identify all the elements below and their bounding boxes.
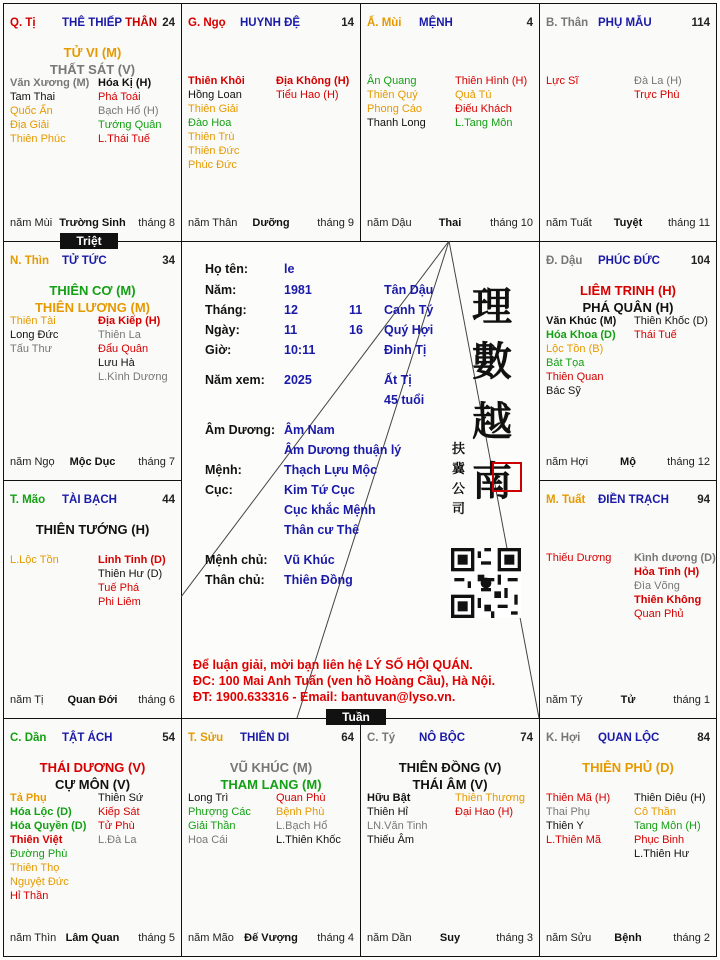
star-right: L.Kình Dương [98,371,168,383]
palace-header [10,494,175,510]
star-left: Thiên Mã (H) [546,792,611,804]
palace-footer [10,456,175,470]
main-star: VŨ KHÚC (M) [229,760,313,775]
star-right: Bệnh Phù [276,806,325,818]
palace-branch: Đ. Dậu [546,255,583,267]
star-right: Tướng Quân [98,119,162,131]
star-left: Thai Phụ [546,806,591,818]
palace-branch: T. Sửu [188,732,224,744]
star-right: Thiên Sứ [98,792,144,804]
palace-header [546,17,710,33]
palace-stage: Mộc Dục [69,456,116,468]
palace-footer [546,932,710,946]
palace-branch: C. Dần [10,732,47,744]
palace-name: THIÊN DI [240,732,290,744]
star-left: Bác Sỹ [546,385,581,397]
palace-age: 94 [697,494,710,506]
palace-footer [10,694,175,708]
value-thang-can: Canh Tý [384,303,434,317]
palace-dan [3,718,182,957]
palace-footer [10,217,175,231]
label-than-chu: Thân chủ: [205,573,265,587]
star-right: Phá Toái [98,91,141,103]
palace-month: tháng 7 [138,456,175,468]
logo-side-text: 扶 冀 公 司 [452,442,466,517]
palace-hoi [539,718,717,957]
star-left: Thiên Y [546,820,584,832]
star-right: Thiên Hư (D) [98,568,163,580]
value-menh: Thạch Lựu Mộc [284,463,378,477]
palace-age: 64 [341,732,354,744]
logo-char-2: 數 [472,338,512,385]
star-right: Đại Hao (H) [455,806,514,818]
value-tuoi: 45 tuổi [384,393,425,407]
palace-month: tháng 10 [490,217,533,229]
palace-ty [3,3,182,242]
label-menh-chu: Mệnh chủ: [205,553,268,567]
palace-name: QUAN LỘC [598,732,660,744]
palace-branch: C. Tý [367,732,396,744]
main-star: THÁI ÂM (V) [412,777,488,792]
palace-header [10,17,175,33]
main-stars [4,521,181,538]
main-star: CỰ MÔN (V) [54,777,131,792]
palace-month: tháng 1 [673,694,710,706]
star-left: Thiên Quý [367,89,418,101]
star-right: Tang Môn (H) [634,820,701,832]
label-nam-xem: Năm xem: [205,373,265,387]
star-left: Giải Thần [188,820,236,832]
palace-age: 34 [162,255,175,267]
palace-branch: K. Hợi [546,732,581,744]
star-right: Bạch Hổ (H) [98,105,159,117]
star-left: Nguyệt Đức [10,876,69,888]
star-right: Quả Tú [455,89,492,101]
main-star: THẤT SÁT (V) [49,62,136,77]
value-nam-xem-can: Ất Tị [384,373,412,387]
star-left: Hữu Bật [367,792,411,804]
star-right: Đìa Võng [634,580,680,592]
label-cuc: Cục: [205,483,233,497]
main-stars [361,759,539,793]
star-right: L.Bạch Hổ [276,820,328,832]
palace-age: 14 [341,17,354,29]
main-star: TỬ VI (M) [63,45,122,60]
star-left: Long Đức [10,329,59,341]
star-left: LN.Văn Tinh [367,820,428,832]
palace-stage: Mộ [620,456,636,468]
palace-year: năm Hợi [546,456,589,468]
palace-stage: Thai [438,217,462,229]
tuan-tag: Tuần [326,709,386,725]
star-left: Thiếu Dương [546,552,612,564]
palace-month: tháng 2 [673,932,710,944]
palace-branch: B. Thân [546,17,589,29]
palace-ngo [181,3,361,242]
value-cuc-3: Thân cư Thê [284,523,360,537]
value-ho-ten: le [284,262,295,276]
star-right: Quan Phù [276,792,326,804]
star-left: Bát Tọa [546,357,585,369]
main-star: THIÊN PHỦ (D) [582,760,674,775]
value-nam-xem: 2025 [284,373,312,387]
palace-month: tháng 4 [317,932,354,944]
logo-seal [492,462,522,492]
label-ho-ten: Họ tên: [205,262,249,276]
palace-footer [546,217,710,231]
star-right: L.Tang Môn [455,117,513,129]
palace-age: 114 [691,17,710,29]
palace-stage: Đế Vượng [244,932,298,944]
palace-month: tháng 9 [317,217,354,229]
star-left: Thiên Giải [188,103,239,115]
palace-age: 44 [162,494,175,506]
palace-name: TỬ TỨC [62,255,107,267]
palace-month: tháng 5 [138,932,175,944]
star-left: Phong Cáo [367,103,423,115]
palace-mao [3,480,182,719]
palace-age: 24 [162,17,175,29]
main-stars [4,759,181,793]
star-right: Hỏa Tinh (H) [634,566,700,578]
contact-line-1: Để luận giải, mời bạn liên hệ LÝ SỐ HỘI QUÁN. [193,658,473,672]
star-left: Hóa Lộc (D) [10,806,72,818]
star-right: Thiên Hình (H) [455,75,528,87]
star-left: Tả Phụ [10,792,47,804]
palace-footer [10,932,175,946]
palace-header [367,732,533,748]
palace-age: 54 [162,732,175,744]
star-left: Thiên Thọ [10,862,60,874]
palace-stage: Bệnh [614,932,642,944]
palace-footer [546,694,710,708]
label-menh: Mệnh: [205,463,242,477]
palace-month: tháng 3 [496,932,533,944]
star-right: Thiên La [98,329,141,341]
star-right: L.Thiên Khốc [276,834,341,846]
label-thang: Tháng: [205,303,247,317]
palace-mui [360,3,540,242]
palace-name: NÔ BỘC [419,732,465,744]
star-left: Hóa Khoa (D) [546,329,616,341]
star-left: L.Lộc Tồn [10,554,59,566]
star-left: Long Trì [188,792,229,804]
label-ngay: Ngày: [205,323,240,337]
star-left: Thiên Việt [10,834,63,846]
palace-year: năm Tý [546,694,583,706]
value-cuc-2: Cục khắc Mệnh [284,503,376,517]
main-stars [4,44,181,78]
main-star: LIÊM TRINH (H) [579,283,677,298]
star-left: Quốc Ấn [10,105,53,117]
palace-year: năm Ngọ [10,456,55,468]
star-left: L.Thiên Mã [546,834,602,846]
palace-name: TÀI BẠCH [62,494,117,506]
value-thang: 12 [284,303,298,317]
star-left: Văn Khúc (M) [546,315,617,327]
value-menh-chu: Vũ Khúc [284,553,335,567]
star-right: Đẩu Quân [98,343,149,355]
star-right: Quan Phủ [634,608,684,620]
star-left: Thiên Hỉ [367,806,408,818]
main-stars [540,759,716,776]
palace-header [188,17,354,33]
value-gio: 10:11 [284,343,316,357]
palace-year: năm Tuất [546,217,592,229]
palace-stage: Lâm Quan [65,932,120,944]
palace-than [539,3,717,242]
value-gio-can: Đinh Tị [384,343,427,357]
star-left: Lộc Tồn (B) [546,343,604,355]
star-left: Thiên Đức [188,145,240,157]
star-right: Thái Tuế [634,329,677,341]
palace-age: 104 [690,255,710,267]
main-star: THIÊN TƯỚNG (H) [35,522,150,537]
palace-name: TẬT ÁCH [62,732,113,744]
label-gio: Giờ: [205,343,232,357]
label-nam: Năm: [205,283,237,297]
palace-footer [367,932,533,946]
palace-thin [3,241,182,481]
star-right: Lưu Hà [98,357,135,369]
palace-age: 74 [520,732,533,744]
palace-year: năm Mùi [10,217,53,229]
star-right: Trực Phù [634,89,680,101]
palace-footer [188,932,354,946]
palace-stage: Dưỡng [252,217,290,229]
palace-name: PHÚC ĐỨC [598,255,660,267]
palace-ti [360,718,540,957]
star-left: Thiên Khôi [188,75,245,87]
palace-header [10,255,175,271]
star-right: L.Đà La [98,834,137,846]
value-cuc: Kim Tứ Cục [284,483,355,497]
main-star: THÁI DƯƠNG (V) [39,760,146,775]
qr-code-icon [451,548,521,618]
palace-month: tháng 11 [667,217,710,229]
palace-name: ĐIỀN TRẠCH [598,494,669,506]
star-right: Tuế Phá [98,582,140,594]
star-right: Tiểu Hao (H) [276,89,339,101]
main-star: THIÊN CƠ (M) [49,283,136,298]
star-left: Địa Giải [10,119,50,131]
palace-name: MỆNH [419,17,453,29]
value-thang-al: 11 [349,303,363,317]
star-left: Thanh Long [367,117,426,129]
triet-tag: Triệt [60,233,118,249]
main-stars [540,282,716,316]
star-right: Hóa Kị (H) [98,77,152,89]
palace-age: 84 [697,732,710,744]
palace-header [367,17,533,33]
main-star: THIÊN ĐỒNG (V) [398,760,502,775]
star-right: Cô Thần [634,806,676,818]
palace-year: năm Sửu [546,932,592,944]
star-right: Linh Tinh (D) [98,554,166,566]
palace-year: năm Dần [367,932,412,944]
palace-header [546,732,710,748]
value-ngay: 11 [284,323,298,337]
star-left: Thiên Quan [546,371,604,383]
value-nam: 1981 [284,283,312,297]
star-right: L.Thiên Hư [634,848,690,860]
star-left: Ân Quang [367,75,417,87]
star-left: Hỉ Thần [10,890,49,902]
palace-header [188,732,354,748]
palace-footer [546,456,710,470]
palace-stage: Suy [439,932,461,944]
star-right: Kình dương (D) [634,552,716,564]
logo-char-4: 南 [472,458,512,505]
star-left: Thiếu Âm [367,834,415,846]
palace-stage: Tử [620,694,636,706]
palace-year: năm Dậu [367,217,412,229]
value-am-duong: Âm Nam [284,423,335,437]
than-marker: THÂN [125,17,158,29]
star-right: Tử Phù [98,820,135,832]
star-left: Phượng Các [188,806,251,818]
palace-stage: Tuyệt [613,217,643,229]
palace-year: năm Thân [188,217,238,229]
star-right: Phi Liêm [98,596,141,608]
palace-age: 4 [526,17,533,29]
star-left: Đường Phù [10,848,68,860]
star-right: Đà La (H) [634,75,682,87]
palace-branch: G. Ngọ [188,17,226,29]
star-left: Tam Thai [10,91,56,103]
value-ngay-al: 16 [349,323,363,337]
contact-line-3: ĐT: 1900.633316 - Email: bantuvan@lyso.vn. [193,690,456,704]
label-am-duong: Âm Dương: [205,423,276,437]
contact-line-2: ĐC: 100 Mai Anh Tuấn (ven hồ Hoàng Cầu), Hà Nội. [193,674,496,688]
star-left: Thiên Tài [10,315,56,327]
star-right: Điếu Khách [455,103,512,115]
star-left: Hoa Cái [188,834,228,846]
palace-branch: Ấ. Mùi [367,17,402,29]
palace-name: PHỤ MẪU [598,17,652,29]
value-nam-can: Tân Dậu [384,283,434,297]
value-ngay-can: Quý Hợi [384,323,434,337]
palace-branch: M. Tuất [546,494,586,506]
palace-month: tháng 8 [138,217,175,229]
main-star: PHÁ QUÂN (H) [582,300,674,315]
logo-char-3: 越 [472,398,512,445]
star-left: Hóa Quyền (D) [10,820,87,832]
palace-branch: T. Mão [10,494,46,506]
star-right: Thiên Khốc (D) [634,315,708,327]
palace-month: tháng 6 [138,694,175,706]
star-right: Thiên Không [634,594,702,606]
palace-dau [539,241,717,481]
main-stars [4,282,181,316]
palace-year: năm Mão [188,932,234,944]
star-left: Lực Sĩ [546,75,579,87]
palace-year: năm Thìn [10,932,57,944]
star-left: Phúc Đức [188,159,237,171]
star-left: Thiên Phúc [10,133,66,145]
star-left: Tấu Thư [10,343,53,355]
palace-name: HUYNH ĐỆ [240,17,301,29]
palace-month: tháng 12 [667,456,710,468]
star-left: Thiên Trù [188,131,235,143]
value-am-duong-2: Âm Dương thuận lý [284,443,402,457]
star-right: Kiếp Sát [98,806,140,818]
palace-tuat [539,480,717,719]
main-stars [182,759,360,793]
star-left: Văn Xương (M) [10,77,90,89]
palace-stage: Quan Đới [67,694,118,706]
star-right: Phục Binh [634,834,685,846]
palace-year: năm Tị [10,694,44,706]
star-left: Hồng Loan [188,89,242,101]
palace-header [546,494,710,510]
star-left: Đào Hoa [188,117,232,129]
palace-suu [181,718,361,957]
palace-footer [188,217,354,231]
palace-branch: Q. Tị [10,17,36,29]
star-right: Địa Kiếp (H) [98,315,161,327]
palace-stage: Trường Sinh [59,217,126,229]
star-right: L.Thái Tuế [98,133,150,145]
palace-header [10,732,175,748]
star-right: Thiên Diêu (H) [634,792,706,804]
star-right: Địa Không (H) [276,75,350,87]
star-right: Thiên Thương [455,792,526,804]
palace-name: THÊ THIẾP THÂN [62,17,158,29]
logo-char-1: 理 [472,283,512,330]
palace-footer [367,217,533,231]
value-than-chu: Thiên Đồng [284,573,353,587]
main-star: THAM LANG (M) [220,777,322,792]
palace-header [546,255,710,271]
main-star: THIÊN LƯƠNG (M) [34,300,151,315]
palace-branch: N. Thìn [10,255,49,267]
